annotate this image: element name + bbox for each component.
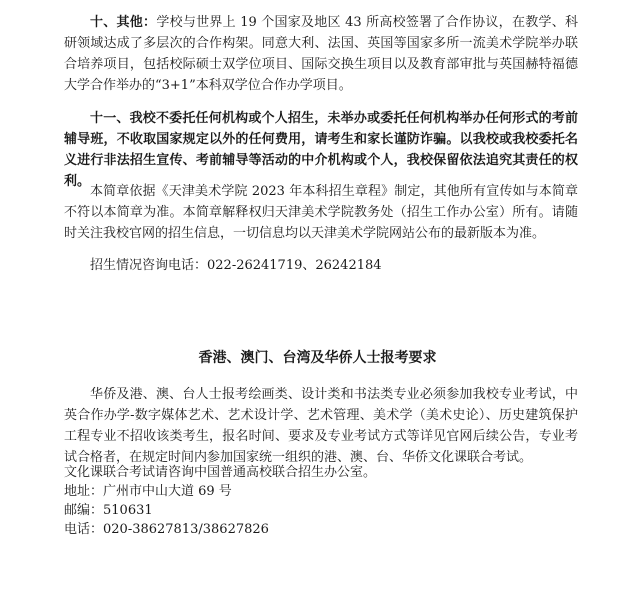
section-other-heading: 十、其他： [90, 15, 157, 30]
section-notice: 十一、我校不委托任何机构或个人招生，未举办或委托任何机构举办任何形式的考前辅导班，不收取国家规定以外的任何费用，请考生和家长谨防诈骗。以我校或我校委托名义进行非法招生宣传、考前辅导等活动的中介机构或个人，我校保留依法追究其责任的权利。 [64, 111, 578, 189]
section-basis: 本简章依据《天津美术学院 2023 年本科招生章程》制定，其他所有宣传如与本简章不符以本简章为准。本简章解释权归天津美术学院教务处（招生工作办公室）所有。请随时关注我校官网的招生信息，一切信息均以天津美术学院网站公布的最新版本为准。 [64, 184, 578, 241]
hmt-postcode: 邮编：510631 [64, 503, 153, 518]
hotline-text: 招生情况咨询电话：022-26241719、26242184 [90, 258, 382, 273]
hmt-phone: 电话：020-38627813/38627826 [64, 522, 269, 537]
section-other-body: 学校与世界上 19 个国家及地区 43 所高校签署了合作协议，在教学、科研领域达成了多层次的合作构架。同意大利、法国、英国等国家多所一流美术学院举办联合培养项目，包括校际硕士双学位项目、国际交换生项目以及教育部审批与英国赫特福德大学合作举办的“3+1”本科双学位合作办学项目。 [64, 15, 578, 93]
hmt-title: 香港、澳门、台湾及华侨人士报考要求 [198, 350, 437, 366]
hmt-consult: 文化课联合考试请咨询中国普通高校联合招生办公室。 [64, 465, 377, 480]
hmt-address: 地址：广州市中山大道 69 号 [64, 484, 232, 499]
hmt-body: 华侨及港、澳、台人士报考绘画类、设计类和书法类专业必须参加我校专业考试，中英合作办学-数字媒体艺术、艺术设计学、艺术管理、美术学（美术史论）、历史建筑保护工程专业不招收该类考生，报名时间、要求及专业考试方式等详见官网后续公告，专业考试合格者，在规定时间内参加国家统一组织的港、澳、台、华侨文化课联合考试。 [64, 387, 578, 465]
section-other [64, 12, 578, 96]
